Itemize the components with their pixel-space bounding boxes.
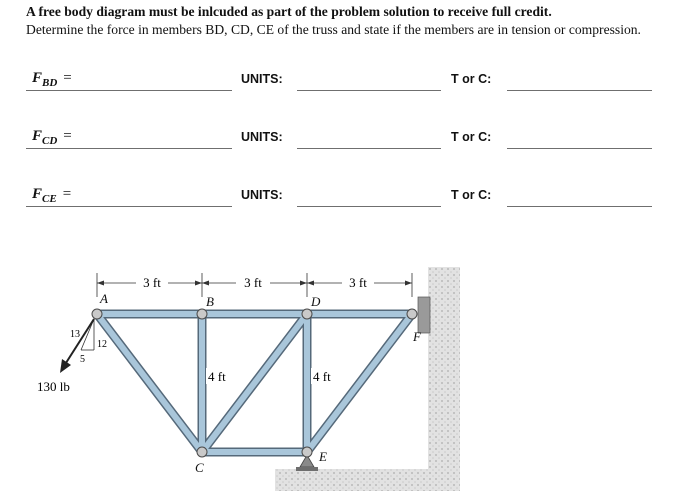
problem-statement bbox=[26, 3, 686, 39]
joint-f bbox=[407, 309, 417, 319]
arrow-head bbox=[405, 281, 412, 286]
fce-label: $F_{CE}$ = bbox=[32, 186, 72, 205]
arrow-head bbox=[195, 281, 202, 286]
fcd-toc-label: T or C: bbox=[451, 130, 492, 144]
dim-label-bd: 3 ft bbox=[244, 275, 262, 290]
credit-note: A free body diagram must be inlcuded as part of the problem solution to receive full credit. bbox=[26, 4, 552, 19]
answer-row-fce bbox=[0, 184, 700, 214]
truss-figure bbox=[20, 255, 460, 495]
answer-row-fbd bbox=[0, 68, 700, 98]
fbd-value-field[interactable] bbox=[26, 90, 232, 91]
answer-row-fcd bbox=[0, 126, 700, 156]
node-label-b: B bbox=[206, 294, 214, 309]
fce-toc-field[interactable] bbox=[507, 206, 652, 207]
node-label-c: C bbox=[195, 460, 204, 475]
node-label-f: F bbox=[413, 329, 421, 344]
node-label-a: A bbox=[100, 291, 108, 306]
arrow-head bbox=[97, 281, 104, 286]
fcd-value-field[interactable] bbox=[26, 148, 232, 149]
problem-text: Determine the force in members BD, CD, CE of the truss and state if the members are in tension or compression. bbox=[26, 22, 641, 37]
dim-label-de: 4 ft bbox=[313, 369, 331, 384]
slope-label-13: 13 bbox=[70, 329, 80, 340]
fbd-units-field[interactable] bbox=[297, 90, 441, 91]
dim-label-df: 3 ft bbox=[349, 275, 367, 290]
joint-d bbox=[302, 309, 312, 319]
fce-units-field[interactable] bbox=[297, 206, 441, 207]
fbd-units-label: UNITS: bbox=[241, 72, 283, 86]
arrow-head bbox=[307, 281, 314, 286]
fcd-units-field[interactable] bbox=[297, 148, 441, 149]
dim-label-bc: 4 ft bbox=[208, 369, 226, 384]
wall-support bbox=[428, 267, 460, 485]
fbd-label: $F_{BD}$ = bbox=[32, 70, 72, 89]
arrow-head bbox=[300, 281, 307, 286]
ground bbox=[275, 469, 460, 491]
node-label-e: E bbox=[319, 449, 327, 464]
fce-units-label: UNITS: bbox=[241, 188, 283, 202]
slope-label-12: 12 bbox=[97, 339, 107, 350]
slope-label-5: 5 bbox=[80, 354, 85, 365]
fcd-toc-field[interactable] bbox=[507, 148, 652, 149]
load-label: 130 lb bbox=[37, 379, 70, 394]
wall-bracket bbox=[418, 297, 430, 333]
fce-value-field[interactable] bbox=[26, 206, 232, 207]
joint-e bbox=[302, 447, 312, 457]
fcd-label: $F_{CD}$ = bbox=[32, 128, 72, 147]
fce-toc-label: T or C: bbox=[451, 188, 492, 202]
joint-c bbox=[197, 447, 207, 457]
node-label-d: D bbox=[311, 294, 321, 309]
load-arrow bbox=[60, 319, 94, 373]
fcd-units-label: UNITS: bbox=[241, 130, 283, 144]
joint-b bbox=[197, 309, 207, 319]
dim-label-ab: 3 ft bbox=[143, 275, 161, 290]
joint-a bbox=[92, 309, 102, 319]
fbd-toc-field[interactable] bbox=[507, 90, 652, 91]
fbd-toc-label: T or C: bbox=[451, 72, 492, 86]
arrow-head bbox=[202, 281, 209, 286]
